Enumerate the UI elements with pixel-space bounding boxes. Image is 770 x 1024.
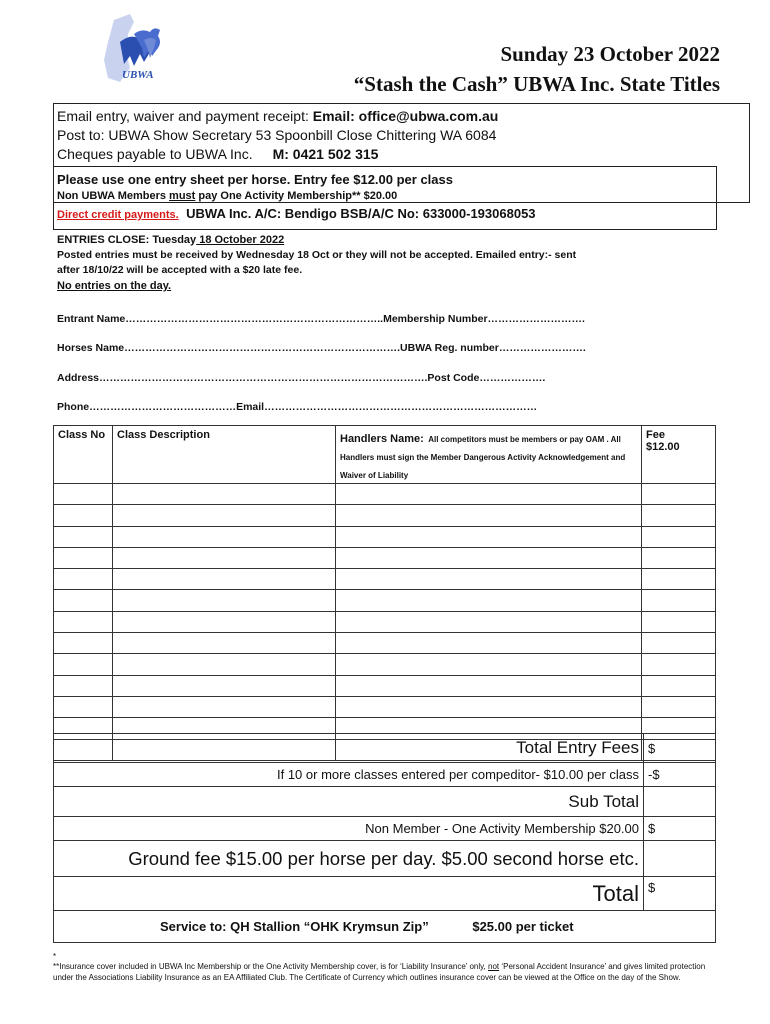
fee-cell[interactable]: [642, 526, 716, 547]
class-no-cell[interactable]: [54, 675, 113, 696]
col-handler-name: Handlers Name: All competitors must be members or pay OAM . All Handlers must sign the Member Dangerous Activity Acknowledgement and Waiver of Liability: [336, 426, 642, 484]
handler-name-cell[interactable]: [336, 696, 642, 717]
class-description-cell[interactable]: [113, 696, 336, 717]
entry-fee-line: Please use one entry sheet per horse. Entry fee $12.00 per class: [57, 172, 453, 187]
posted-entries-line1: Posted entries must be received by Wednesday 18 Oct or they will not be accepted. Emailed entry:- sent: [57, 249, 577, 261]
insurance-note: **Insurance cover included in UBWA Inc Membership or the One Activity Membership cover, is for ‘Liability Insurance’ only, not ‘Personal Accident Insurance’ and gives limited protection under the Associations Liability Insurance as an EA Affiliated Club. The Certificate of Currency which outlines insurance cover can be viewed at the Office on the day of the Show.: [53, 962, 706, 982]
sub-total-value[interactable]: [644, 787, 716, 817]
class-no-cell[interactable]: [54, 526, 113, 547]
horse-name-field[interactable]: Horses Name…………………………………………………………………….UBWA Reg. number…………………….: [57, 342, 586, 354]
fee-cell[interactable]: [642, 696, 716, 717]
table-row: [54, 696, 716, 717]
post-line: Post to: UBWA Show Secretary 53 Spoonbill Close Chittering WA 6084: [57, 127, 497, 143]
entries-close: ENTRIES CLOSE: Tuesday 18 October 2022: [57, 234, 285, 246]
fee-cell[interactable]: [642, 484, 716, 505]
class-no-cell[interactable]: [54, 611, 113, 632]
fee-cell[interactable]: [642, 633, 716, 654]
col-class-description: Class Description: [113, 426, 336, 484]
fee-cell[interactable]: [642, 590, 716, 611]
membership-label: Non Member - One Activity Membership $20.00: [54, 817, 644, 841]
bank-line: [57, 205, 536, 223]
membership-line: Non UBWA Members must pay One Activity Membership** $20.00: [57, 190, 398, 202]
handler-name-cell[interactable]: [336, 633, 642, 654]
class-description-cell[interactable]: [113, 633, 336, 654]
class-description-cell[interactable]: [113, 526, 336, 547]
class-no-cell[interactable]: [54, 633, 113, 654]
table-row: [54, 569, 716, 590]
handler-name-cell[interactable]: [336, 526, 642, 547]
class-no-cell[interactable]: [54, 654, 113, 675]
handler-name-cell[interactable]: [336, 675, 642, 696]
discount-value[interactable]: -$: [644, 763, 716, 787]
handler-name-cell[interactable]: [336, 654, 642, 675]
ground-fee-label: Ground fee $15.00 per horse per day. $5.00 second horse etc.: [54, 841, 644, 877]
fee-cell[interactable]: [642, 611, 716, 632]
total-entry-fees-value[interactable]: $: [644, 734, 716, 763]
table-row: [54, 675, 716, 696]
table-row: [54, 526, 716, 547]
totals-table: [53, 733, 716, 943]
table-header-row: [54, 426, 716, 484]
class-no-cell[interactable]: [54, 569, 113, 590]
table-row: [54, 505, 716, 526]
class-description-cell[interactable]: [113, 547, 336, 568]
table-row: [54, 484, 716, 505]
class-entry-table: [53, 425, 716, 761]
table-row: [54, 590, 716, 611]
service-label: Service to: QH Stallion “OHK Krymsun Zip”: [160, 919, 429, 934]
handler-name-cell[interactable]: [336, 547, 642, 568]
fee-cell[interactable]: [642, 547, 716, 568]
discount-label: If 10 or more classes entered per compeditor- $10.00 per class: [54, 763, 644, 787]
col-fee: Fee $12.00: [642, 426, 716, 484]
ubwa-logo: [100, 12, 174, 90]
class-no-cell[interactable]: [54, 547, 113, 568]
sub-total-label: Sub Total: [54, 787, 644, 817]
address-field[interactable]: Address………………………………………………………………………………….Post Code……………….: [57, 372, 546, 384]
event-title-name: “Stash the Cash” UBWA Inc. State Titles: [353, 72, 720, 96]
no-entries-note: No entries on the day.: [57, 280, 172, 292]
class-description-cell[interactable]: [113, 611, 336, 632]
class-description-cell[interactable]: [113, 654, 336, 675]
class-no-cell[interactable]: [54, 696, 113, 717]
logo-text: UBWA: [122, 69, 154, 81]
table-row: [54, 547, 716, 568]
email-line: Email entry, waiver and payment receipt: Email: office@ubwa.com.au: [57, 108, 499, 124]
table-row: [54, 654, 716, 675]
class-no-cell[interactable]: [54, 590, 113, 611]
footer-star: *: [53, 952, 57, 961]
handler-name-cell[interactable]: [336, 505, 642, 526]
direct-credit-label: Direct credit payments.: [57, 209, 179, 221]
class-no-cell[interactable]: [54, 484, 113, 505]
cheques-line: Cheques payable to UBWA Inc. M: 0421 502 315: [57, 146, 379, 162]
table-row: [54, 611, 716, 632]
handler-name-cell[interactable]: [336, 569, 642, 590]
total-label: Total: [54, 877, 644, 911]
total-entry-fees-label: Total Entry Fees: [54, 734, 644, 763]
table-row: [54, 633, 716, 654]
class-description-cell[interactable]: [113, 505, 336, 526]
phone-email-field[interactable]: Phone……………………………………Email……………………………………………………………………: [57, 401, 538, 413]
ground-fee-value[interactable]: [644, 841, 716, 877]
entrant-name-field[interactable]: Entrant Name………………………………………………………………..Membership Number……………………….: [57, 313, 585, 325]
fee-cell[interactable]: [642, 654, 716, 675]
fee-cell[interactable]: [642, 675, 716, 696]
total-value[interactable]: $: [644, 877, 716, 911]
handler-name-cell[interactable]: [336, 484, 642, 505]
class-description-cell[interactable]: [113, 569, 336, 590]
mobile-number: M: 0421 502 315: [272, 146, 379, 162]
bank-details: UBWA Inc. A/C: Bendigo BSB/A/C No: 633000-193068053: [186, 206, 536, 221]
class-description-cell[interactable]: [113, 590, 336, 611]
class-description-cell[interactable]: [113, 675, 336, 696]
class-description-cell[interactable]: [113, 484, 336, 505]
service-price: $25.00 per ticket: [472, 919, 574, 934]
handler-name-cell[interactable]: [336, 611, 642, 632]
class-no-cell[interactable]: [54, 505, 113, 526]
fee-cell[interactable]: [642, 569, 716, 590]
fee-cell[interactable]: [642, 505, 716, 526]
col-class-no: Class No: [54, 426, 113, 484]
service-row: [54, 911, 716, 943]
email-address[interactable]: Email: office@ubwa.com.au: [312, 108, 499, 124]
event-title-date: Sunday 23 October 2022: [500, 42, 720, 66]
posted-entries-line2: after 18/10/22 will be accepted with a $20 late fee.: [57, 264, 303, 276]
membership-value[interactable]: $: [644, 817, 716, 841]
handler-name-cell[interactable]: [336, 590, 642, 611]
